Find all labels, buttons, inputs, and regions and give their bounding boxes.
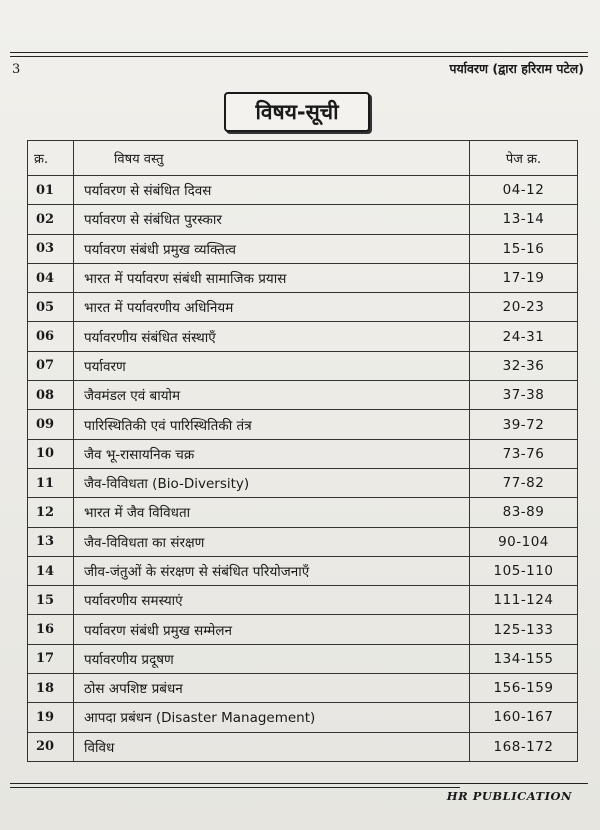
- table-row: [28, 410, 578, 439]
- publisher-name: HR PUBLICATION: [446, 789, 572, 803]
- table-row: [28, 615, 578, 644]
- row-number: 15: [28, 586, 74, 615]
- row-pages: 15-16: [470, 234, 578, 263]
- row-pages: 73-76: [470, 439, 578, 468]
- table-row: [28, 351, 578, 380]
- row-pages: 04-12: [470, 176, 578, 205]
- row-subject: भारत में पर्यावरणीय अधिनियम: [74, 293, 470, 322]
- row-pages: 17-19: [470, 263, 578, 292]
- table-row: [28, 263, 578, 292]
- row-pages: 77-82: [470, 468, 578, 497]
- row-number: 06: [28, 322, 74, 351]
- row-number: 07: [28, 351, 74, 380]
- table-row: [28, 556, 578, 585]
- row-subject: विविध: [74, 732, 470, 761]
- row-number: 17: [28, 644, 74, 673]
- table-row: [28, 586, 578, 615]
- table-row: [28, 381, 578, 410]
- row-number: 09: [28, 410, 74, 439]
- running-header: पर्यावरण (द्वारा हरिराम पटेल): [449, 61, 584, 76]
- row-pages: 37-38: [470, 381, 578, 410]
- table-row: [28, 293, 578, 322]
- table-row: [28, 498, 578, 527]
- row-subject: पर्यावरण से संबंधित पुरस्कार: [74, 205, 470, 234]
- row-subject: जैवमंडल एवं बायोम: [74, 381, 470, 410]
- row-pages: 24-31: [470, 322, 578, 351]
- row-subject: जैव-विविधता (Bio-Diversity): [74, 468, 470, 497]
- row-subject: पर्यावरणीय प्रदूषण: [74, 644, 470, 673]
- row-pages: 20-23: [470, 293, 578, 322]
- row-number: 11: [28, 468, 74, 497]
- row-number: 01: [28, 176, 74, 205]
- row-number: 12: [28, 498, 74, 527]
- footer-rule-thin: [10, 787, 460, 788]
- row-number: 03: [28, 234, 74, 263]
- row-number: 16: [28, 615, 74, 644]
- row-pages: 134-155: [470, 644, 578, 673]
- row-subject: जैव भू-रासायनिक चक्र: [74, 439, 470, 468]
- row-subject: पारिस्थितिकी एवं पारिस्थितिकी तंत्र: [74, 410, 470, 439]
- page-number: 3: [12, 62, 21, 77]
- column-header-no: क्र.: [28, 141, 74, 176]
- row-pages: 156-159: [470, 674, 578, 703]
- row-pages: 39-72: [470, 410, 578, 439]
- table-row: [28, 439, 578, 468]
- row-subject: पर्यावरण संबंधी प्रमुख सम्मेलन: [74, 615, 470, 644]
- row-subject: जैव-विविधता का संरक्षण: [74, 527, 470, 556]
- page-title: विषय-सूची: [224, 92, 370, 132]
- table-row: [28, 674, 578, 703]
- row-subject: जीव-जंतुओं के संरक्षण से संबंधित परियोजनाएँ: [74, 556, 470, 585]
- table-header-row: [28, 141, 578, 176]
- row-number: 08: [28, 381, 74, 410]
- header-rule-thin: [10, 56, 588, 57]
- table-row: [28, 644, 578, 673]
- table-row: [28, 322, 578, 351]
- row-pages: 13-14: [470, 205, 578, 234]
- column-header-page: पेज क्र.: [470, 141, 578, 176]
- header-rule: [10, 52, 588, 53]
- table-row: [28, 703, 578, 732]
- row-pages: 168-172: [470, 732, 578, 761]
- row-pages: 111-124: [470, 586, 578, 615]
- row-number: 10: [28, 439, 74, 468]
- row-number: 19: [28, 703, 74, 732]
- row-subject: पर्यावरण संबंधी प्रमुख व्यक्तित्व: [74, 234, 470, 263]
- row-pages: 160-167: [470, 703, 578, 732]
- row-subject: पर्यावरणीय समस्याएं: [74, 586, 470, 615]
- row-number: 02: [28, 205, 74, 234]
- row-pages: 105-110: [470, 556, 578, 585]
- row-subject: पर्यावरणीय संबंधित संस्थाएँ: [74, 322, 470, 351]
- table-row: [28, 468, 578, 497]
- row-pages: 90-104: [470, 527, 578, 556]
- contents-table: [27, 140, 578, 762]
- column-header-subject: विषय वस्तु: [74, 141, 470, 176]
- table-row: [28, 234, 578, 263]
- table-row: [28, 205, 578, 234]
- row-number: 20: [28, 732, 74, 761]
- table-row: [28, 732, 578, 761]
- row-number: 05: [28, 293, 74, 322]
- row-subject: पर्यावरण से संबंधित दिवस: [74, 176, 470, 205]
- row-number: 04: [28, 263, 74, 292]
- table-body: [28, 176, 578, 762]
- row-subject: ठोस अपशिष्ट प्रबंधन: [74, 674, 470, 703]
- table-row: [28, 176, 578, 205]
- table-row: [28, 527, 578, 556]
- row-pages: 125-133: [470, 615, 578, 644]
- footer-rule: [10, 783, 588, 784]
- row-subject: आपदा प्रबंधन (Disaster Management): [74, 703, 470, 732]
- row-subject: भारत में जैव विविधता: [74, 498, 470, 527]
- row-subject: पर्यावरण: [74, 351, 470, 380]
- row-subject: भारत में पर्यावरण संबंधी सामाजिक प्रयास: [74, 263, 470, 292]
- row-pages: 83-89: [470, 498, 578, 527]
- row-pages: 32-36: [470, 351, 578, 380]
- row-number: 13: [28, 527, 74, 556]
- row-number: 14: [28, 556, 74, 585]
- row-number: 18: [28, 674, 74, 703]
